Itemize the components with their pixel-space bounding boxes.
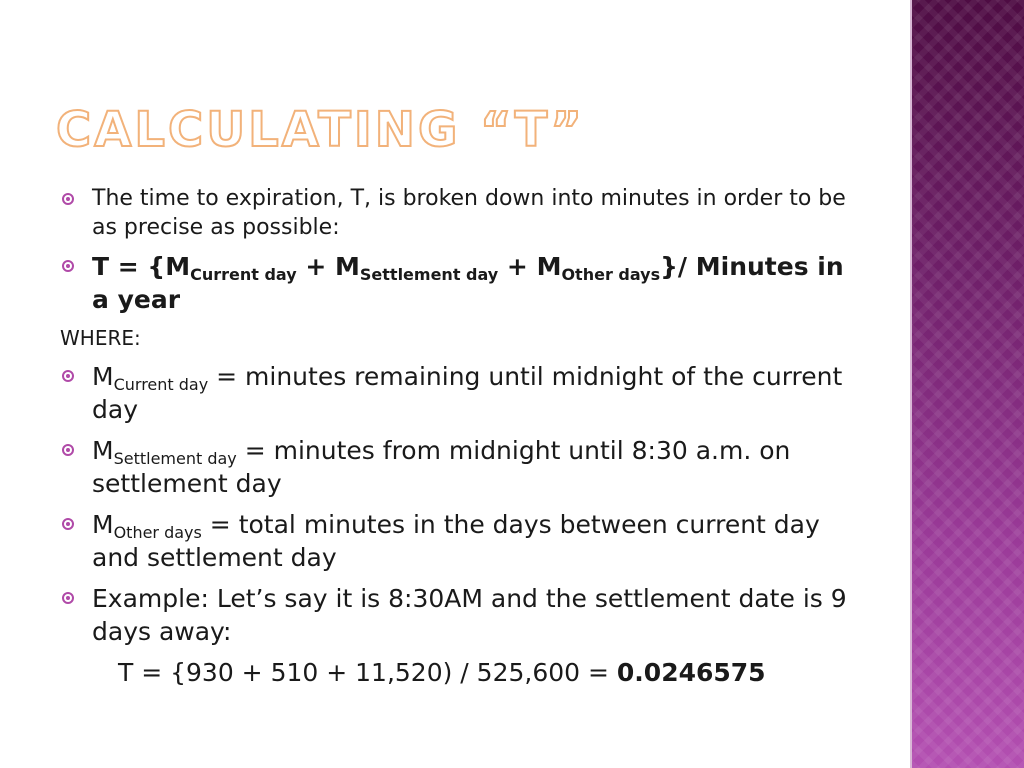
bullet-icon — [62, 592, 74, 604]
decorative-side-band — [912, 0, 1024, 768]
example-equation-line — [60, 656, 860, 690]
formula-sub-settlement: Settlement day — [359, 265, 499, 284]
slide-content — [60, 184, 860, 690]
formula-prefix: T = {M — [92, 252, 191, 281]
definition-sub: Current day — [113, 375, 209, 394]
definition-sub: Settlement day — [113, 449, 237, 468]
definition-other-days — [60, 508, 860, 574]
formula-plus-1: + M — [296, 252, 360, 281]
formula-sub-other: Other days — [561, 265, 661, 284]
definition-text: = total minutes in the days between current day and settlement day — [92, 510, 820, 572]
definition-text: = minutes remaining until midnight of the current day — [92, 362, 843, 424]
slide-title: CALCULATING “T” — [56, 102, 585, 158]
formula-suffix: }/ Minutes in a year — [92, 252, 844, 314]
bullet-icon — [62, 518, 74, 530]
bullet-example — [60, 582, 860, 648]
bullet-icon — [62, 370, 74, 382]
example-equation: T = {930 + 510 + 11,520) / 525,600 = — [118, 658, 617, 687]
definition-text: = minutes from midnight until 8:30 a.m. on settlement day — [92, 436, 791, 498]
definition-sub: Other days — [113, 523, 202, 542]
bullet-formula — [60, 250, 860, 316]
intro-text: The time to expiration, T, is broken down into minutes in order to be as precise as possible: — [92, 186, 846, 240]
example-text: Example: Let’s say it is 8:30AM and the settlement date is 9 days away: — [92, 584, 847, 646]
definition-settlement-day — [60, 434, 860, 500]
definition-letter: M — [92, 362, 114, 391]
definition-letter: M — [92, 436, 114, 465]
definition-current-day — [60, 360, 860, 426]
where-label: WHERE: — [60, 326, 141, 350]
example-result: 0.0246575 — [616, 658, 766, 687]
bullet-icon — [62, 444, 74, 456]
formula-sub-current: Current day — [190, 265, 297, 284]
definition-letter: M — [92, 510, 114, 539]
formula-plus-2: + M — [498, 252, 562, 281]
bullet-icon — [62, 260, 74, 272]
bullet-intro — [60, 184, 860, 242]
bullet-icon — [62, 193, 74, 205]
